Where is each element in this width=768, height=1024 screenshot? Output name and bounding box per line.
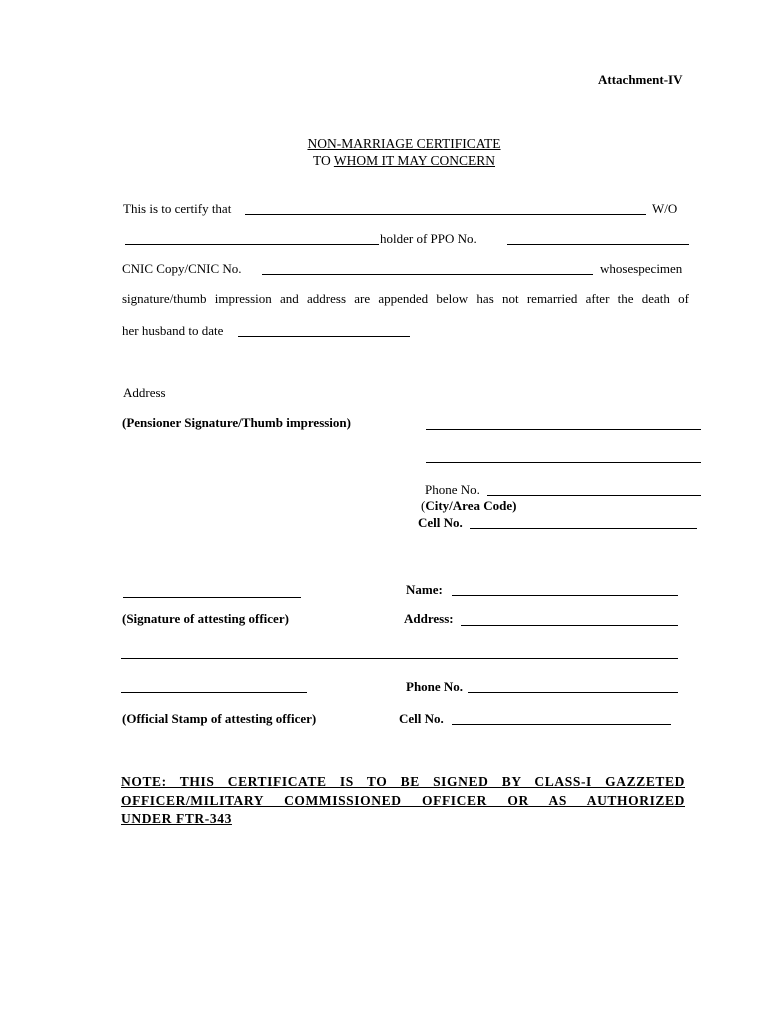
husband-name-field[interactable] (125, 244, 379, 245)
page-subtitle (0, 153, 768, 169)
official-stamp-label: (Official Stamp of attesting officer) (122, 711, 317, 726)
certificate-sentence: signature/thumb impression and address are appended below has not remarried after the death of (122, 291, 689, 306)
attesting-address-field[interactable] (461, 625, 678, 626)
specimen-label: whosespecimen (600, 261, 683, 276)
pensioner-signature-label: (Pensioner Signature/Thumb impression) (122, 415, 351, 430)
pensioner-cell-label: Cell No. (418, 515, 463, 530)
official-stamp-field[interactable] (121, 692, 307, 693)
attachment-label: Attachment-IV (598, 72, 683, 87)
attesting-address-label: Address: (404, 611, 454, 626)
attesting-address-line-2[interactable] (121, 658, 678, 659)
ppo-label: holder of PPO No. (380, 231, 477, 246)
pensioner-address-line-1[interactable] (426, 429, 701, 430)
title-line1: NON-MARRIAGE CERTIFICATE (307, 136, 501, 151)
attesting-name-label: Name: (406, 582, 443, 597)
beneficiary-name-field[interactable] (245, 214, 646, 215)
page-title (0, 136, 768, 152)
city-code-label: (City/Area Code) (421, 498, 517, 513)
attesting-phone-label: Phone No. (406, 679, 464, 694)
pensioner-phone-label: Phone No. (425, 482, 480, 497)
title-line2-underlined: WHOM IT MAY CONCERN (333, 153, 496, 168)
cnic-label: CNIC Copy/CNIC No. (122, 261, 242, 276)
wo-label: W/O (652, 201, 678, 216)
city-code-text: City/Area Code) (425, 498, 517, 513)
attesting-signature-label: (Signature of attesting officer) (122, 611, 289, 626)
note-line-2: OFFICER/MILITARY COMMISSIONED OFFICER OR AS AUTHORIZED (121, 793, 685, 808)
attesting-cell-field[interactable] (452, 724, 671, 725)
ppo-number-field[interactable] (507, 244, 689, 245)
address-label: Address (123, 385, 166, 400)
note-line-3: UNDER FTR-343 (121, 811, 232, 826)
pensioner-cell-field[interactable] (470, 528, 697, 529)
cnic-number-field[interactable] (262, 274, 593, 275)
husband-date-label: her husband to date (122, 323, 224, 338)
attesting-signature-field[interactable] (123, 597, 301, 598)
title-line2-prefix: TO (312, 153, 334, 168)
date-field[interactable] (238, 336, 410, 337)
attesting-name-field[interactable] (452, 595, 678, 596)
note-line-1: NOTE: THIS CERTIFICATE IS TO BE SIGNED BY CLASS-I GAZZETED (121, 774, 685, 789)
pensioner-phone-field[interactable] (487, 495, 701, 496)
attesting-cell-label: Cell No. (399, 711, 444, 726)
attesting-phone-field[interactable] (468, 692, 678, 693)
certify-intro: This is to certify that (123, 201, 232, 216)
pensioner-address-line-2[interactable] (426, 462, 701, 463)
